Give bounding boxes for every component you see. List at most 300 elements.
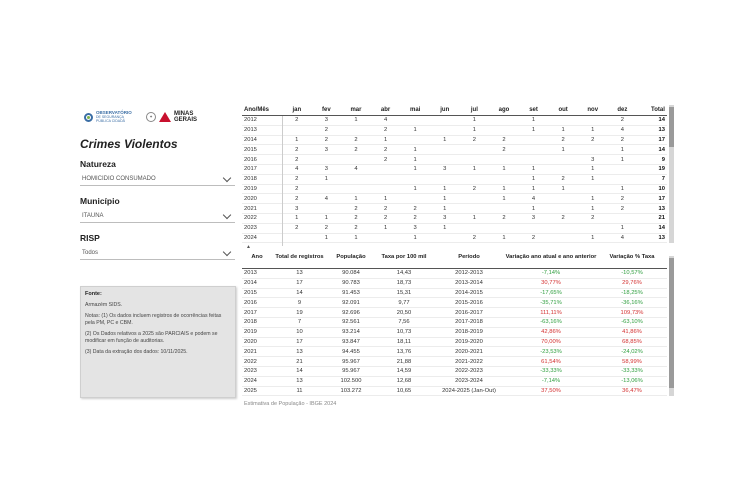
table-cell: 93.214 [342, 329, 360, 336]
matrix-cell: 1 [531, 205, 536, 212]
table-cell: 103.272 [340, 387, 362, 394]
matrix-cell: 4 [354, 166, 358, 173]
matrix-cell: 1 [472, 166, 476, 173]
matrix-cell: 1 [502, 166, 506, 173]
matrix-cell: 1 [561, 127, 565, 134]
matrix-cell: 1 [443, 195, 447, 202]
matrix-cell: 2 [620, 136, 624, 143]
matrix-cell: 17 [658, 195, 665, 202]
matrix-cell: 2014 [244, 136, 257, 143]
matrix-cell: 1 [413, 146, 417, 153]
municipio-dropdown[interactable] [80, 210, 235, 223]
matrix-cell: 4 [531, 195, 536, 202]
matrix-cell: 3 [324, 166, 328, 173]
risp-value: Todos [82, 250, 99, 256]
matrix-cell: 2 [324, 136, 328, 143]
matrix-cell: 2 [383, 127, 388, 134]
table-cell: 17 [296, 338, 303, 345]
table-cell: 2023 [244, 368, 257, 375]
matrix-column-header[interactable]: jul [470, 107, 478, 113]
table-cell: 11 [296, 387, 303, 394]
source-title: Fonte: [85, 291, 102, 297]
matrix-cell: 14 [658, 146, 665, 153]
matrix-cell: 3 [413, 225, 417, 232]
table-cell: -33,33% [540, 368, 562, 375]
matrix-column-header[interactable]: dez [617, 107, 628, 113]
matrix-cell: 1 [591, 127, 595, 134]
source-line: (3) Data da extração dos dados: 10/11/2025. [85, 349, 188, 355]
slicer-risp [80, 233, 235, 260]
matrix-cell: 2 [620, 117, 624, 124]
matrix-cell: 4 [324, 195, 328, 202]
matrix-cell: 2013 [244, 127, 257, 134]
table-column-header[interactable]: Período [458, 253, 480, 260]
matrix-cell: 2 [472, 136, 476, 143]
matrix-cell: 2019 [244, 185, 257, 192]
matrix-cell: 14 [658, 225, 665, 232]
matrix-cell: 3 [591, 156, 595, 163]
chevron-down-icon[interactable] [223, 210, 231, 218]
chevron-down-icon[interactable] [223, 247, 231, 255]
matrix-cell: 2015 [244, 146, 257, 153]
matrix-cell: 4 [383, 117, 388, 124]
matrix-cell: 3 [324, 146, 328, 153]
table-cell: 42,86% [541, 329, 561, 336]
table-cell: 21,88 [396, 358, 412, 365]
minas-gerais-logo [146, 111, 197, 123]
table-cell: 18,73 [396, 280, 412, 287]
matrix-cell: 2 [383, 156, 388, 163]
observatorio-logo [84, 111, 136, 123]
slicer-municipio-label: Município [80, 196, 120, 206]
matrix-cell: 2 [591, 215, 595, 222]
natureza-value: HOMICIDIO CONSUMADO [82, 176, 156, 182]
slicer-risp-label: RISP [80, 233, 100, 243]
table-cell: -24,02% [621, 348, 643, 355]
table-cell: 12,68 [396, 378, 412, 385]
matrix-cell: 1 [531, 117, 536, 124]
mg-line1: MINAS [174, 111, 194, 117]
table-cell: 95.967 [342, 368, 360, 375]
matrix-cell: 3 [324, 117, 328, 124]
table-cell: 94.455 [342, 348, 360, 355]
table-row [242, 357, 667, 367]
table-cell: 2017 [244, 309, 257, 316]
table-cell: 2015-2016 [455, 299, 483, 306]
matrix-cell: 9 [661, 156, 665, 163]
matrix-cell: 2018 [244, 176, 257, 183]
table-cell: 2020 [244, 338, 257, 345]
table-cell: 2012-2013 [455, 270, 483, 277]
matrix-column-header[interactable]: Total [651, 107, 665, 113]
matrix-cell: 2 [472, 234, 476, 241]
matrix-row [242, 165, 667, 175]
matrix-cell: 1 [620, 225, 624, 232]
table-row [242, 328, 667, 338]
table-cell: 2019 [244, 329, 257, 336]
slicer-natureza [80, 159, 235, 186]
matrix-cell: 4 [620, 234, 624, 241]
matrix-row [242, 155, 667, 165]
matrix-column-header[interactable]: ago [498, 107, 510, 113]
table-row [242, 289, 667, 299]
monthly-matrix [242, 105, 667, 243]
table-body [242, 269, 667, 396]
table-cell: 2018 [244, 319, 257, 326]
table-cell: -63,10% [621, 319, 643, 326]
chevron-down-icon[interactable] [223, 173, 231, 181]
table-cell: 2019-2020 [455, 338, 483, 345]
matrix-cell: 2 [502, 215, 506, 222]
matrix-cell: 14 [658, 117, 665, 124]
table-cell: 2022-2023 [455, 368, 483, 375]
matrix-cell: 2022 [244, 215, 257, 222]
matrix-cell: 1 [443, 136, 447, 143]
matrix-column-header[interactable]: abr [380, 107, 391, 113]
matrix-cell: 2 [561, 176, 565, 183]
table-cell: 19 [296, 309, 303, 316]
table-cell: 13 [296, 378, 303, 385]
table-cell: 21 [296, 358, 303, 365]
table-row [242, 367, 667, 377]
table-column-header[interactable]: População [336, 253, 366, 260]
matrix-cell: 1 [502, 234, 506, 241]
matrix-cell: 2 [472, 185, 476, 192]
table-cell: -36,16% [621, 299, 643, 306]
matrix-cell: 7 [661, 176, 665, 183]
table-cell: 2014 [244, 280, 257, 287]
table-row [242, 338, 667, 348]
table-cell: 14,59 [396, 368, 412, 375]
seal-icon: ✦ [146, 112, 156, 122]
matrix-cell: 2 [383, 215, 388, 222]
table-row [242, 298, 667, 308]
matrix-cell: 13 [658, 234, 665, 241]
table-cell: 2016 [244, 299, 257, 306]
table-cell: 2023-2024 [455, 378, 483, 385]
matrix-cell: 1 [443, 185, 447, 192]
triangle-icon [159, 112, 171, 122]
matrix-row [242, 175, 667, 185]
table-cell: 2024 [244, 378, 257, 385]
matrix-cell: 2 [295, 225, 299, 232]
matrix-cell: 1 [591, 205, 595, 212]
source-line: (2) Os Dados relativos a 2025 são PARCIAIS e podem se modificar em função de auditorias. [85, 331, 218, 344]
matrix-cell: 2 [413, 215, 417, 222]
matrix-cell: 2012 [244, 117, 257, 124]
matrix-row [242, 234, 667, 244]
matrix-column-header[interactable]: jun [440, 107, 450, 113]
table-cell: 2013-2014 [455, 280, 483, 287]
matrix-cell: 2 [354, 146, 358, 153]
natureza-dropdown[interactable] [80, 173, 235, 186]
matrix-cell: 2 [531, 234, 536, 241]
table-row [242, 387, 667, 397]
risp-dropdown[interactable] [80, 247, 235, 260]
table-row [242, 308, 667, 318]
table-cell: 14,43 [396, 270, 412, 277]
matrix-cell: 1 [324, 176, 328, 183]
matrix-cell: 1 [443, 225, 447, 232]
matrix-cell: 1 [354, 195, 358, 202]
table-scrollbar-thumb[interactable] [669, 258, 674, 388]
matrix-cell: 1 [620, 185, 624, 192]
table-cell: 2015 [244, 289, 257, 296]
table-cell: 2025 [244, 387, 257, 394]
matrix-row [242, 194, 667, 204]
matrix-cell: 3 [531, 215, 536, 222]
table-row [242, 347, 667, 357]
slicer-municipio [80, 196, 235, 223]
table-cell: -63,16% [540, 319, 562, 326]
matrix-cell: 1 [413, 156, 417, 163]
table-cell: 13 [296, 348, 303, 355]
matrix-cell: 17 [658, 136, 665, 143]
matrix-cell: 3 [295, 205, 299, 212]
table-row [242, 279, 667, 289]
matrix-cell: 1 [620, 146, 624, 153]
table-cell: 95.967 [342, 358, 360, 365]
table-cell: 92.561 [342, 319, 360, 326]
table-column-header[interactable]: Variação % Taxa [609, 253, 655, 260]
table-cell: 92.696 [342, 309, 360, 316]
matrix-scrollbar-thumb[interactable] [669, 107, 674, 147]
table-cell: -7,14% [541, 270, 561, 277]
matrix-row [242, 185, 667, 195]
matrix-cell: 19 [658, 166, 665, 173]
table-cell: 10,65 [396, 387, 412, 394]
matrix-column-header[interactable]: Ano/Mês [244, 107, 270, 113]
table-cell: -7,14% [541, 378, 561, 385]
table-cell: -33,33% [621, 368, 643, 375]
matrix-cell: 1 [295, 215, 299, 222]
matrix-cell: 1 [324, 215, 328, 222]
table-cell: 15,31 [396, 289, 412, 296]
matrix-header [242, 105, 667, 116]
matrix-cell: 2 [354, 215, 358, 222]
matrix-cell: 2 [413, 205, 417, 212]
matrix-cell: 2 [295, 146, 299, 153]
table-column-header[interactable]: Ano [251, 253, 263, 260]
table-cell: 20,50 [396, 309, 412, 316]
table-cell: 29,76% [622, 280, 642, 287]
matrix-cell: 2 [324, 127, 328, 134]
observatorio-title: OBSERVATÓRIO [96, 110, 132, 115]
source-line: Notas: (1) Os dados incluem registros de ocorrências feitas pela PM, PC e CBM. [85, 313, 222, 326]
table-column-header[interactable]: Variação ano atual e ano anterior [505, 253, 597, 260]
table-row [242, 269, 667, 279]
table-cell: 17 [296, 280, 303, 287]
table-cell: 10,73 [396, 329, 412, 336]
observatorio-subtitle: DE SEGURANÇA PÚBLICA CIDADÃ [96, 115, 125, 123]
matrix-cell: 1 [531, 176, 536, 183]
mg-line2: GERAIS [174, 117, 198, 123]
matrix-cell: 2 [295, 176, 299, 183]
matrix-cell: 2 [620, 205, 624, 212]
table-cell: 2021 [244, 348, 257, 355]
logos [84, 105, 235, 129]
table-cell: 18,11 [396, 338, 412, 345]
table-cell: 92.091 [342, 299, 360, 306]
table-row [242, 318, 667, 328]
matrix-cell: 1 [472, 127, 476, 134]
matrix-cell: 2 [383, 146, 388, 153]
matrix-cell: 1 [531, 185, 536, 192]
matrix-cell: 1 [413, 185, 417, 192]
table-cell: 109,73% [620, 309, 644, 316]
page-title: Crimes Violentos [80, 137, 178, 151]
table-column-header[interactable]: Taxa por 100 mil [381, 253, 427, 260]
matrix-body [242, 116, 667, 243]
table-cell: 90.084 [342, 270, 360, 277]
matrix-row [242, 204, 667, 214]
matrix-cell: 1 [472, 117, 476, 124]
population-footnote: Estimativa de População - IBGE 2024 [244, 401, 337, 407]
table-cell: 41,86% [622, 329, 642, 336]
table-cell: 37,50% [541, 387, 561, 394]
matrix-cell: 2 [295, 117, 299, 124]
matrix-cell: 1 [413, 127, 417, 134]
table-cell: 111,11% [540, 309, 562, 316]
matrix-column-header[interactable]: set [529, 107, 538, 113]
matrix-cell: 13 [658, 127, 665, 134]
table-cell: -17,65% [540, 289, 562, 296]
table-cell: 9 [297, 299, 302, 306]
table-cell: 2013 [244, 270, 257, 277]
matrix-cell: 1 [295, 136, 299, 143]
matrix-cell: 1 [443, 205, 447, 212]
table-cell: -23,53% [540, 348, 562, 355]
matrix-cell: 4 [295, 166, 299, 173]
matrix-cell: 1 [531, 166, 536, 173]
matrix-cell: 1 [324, 234, 328, 241]
table-column-header[interactable]: Total de registros [275, 253, 324, 260]
matrix-cell: 2 [354, 136, 358, 143]
table-cell: 61,54% [541, 358, 561, 365]
matrix-cell: 3 [443, 166, 447, 173]
matrix-row [242, 214, 667, 224]
matrix-column-header[interactable]: nov [587, 107, 599, 113]
table-cell: 102.500 [340, 378, 362, 385]
matrix-cell: 3 [443, 215, 447, 222]
matrix-cell: 2 [295, 156, 299, 163]
matrix-cell: 2 [295, 185, 299, 192]
matrix-cell: 2 [591, 136, 595, 143]
matrix-cell: 1 [413, 234, 417, 241]
matrix-cell: 2021 [244, 205, 257, 212]
slicer-natureza-label: Natureza [80, 159, 116, 169]
table-cell: 13 [296, 270, 303, 277]
matrix-cell: 2023 [244, 225, 257, 232]
table-row [242, 377, 667, 387]
table-cell: 2024-2025 (Jan-Out) [442, 387, 496, 394]
matrix-cell: 1 [472, 215, 476, 222]
matrix-cell: 1 [383, 225, 388, 232]
table-cell: 9,77 [398, 299, 410, 306]
table-cell: 2020-2021 [455, 348, 483, 355]
table-cell: -18,25% [621, 289, 643, 296]
matrix-divider [282, 116, 283, 246]
matrix-cell: 1 [561, 185, 565, 192]
matrix-cell: 1 [354, 234, 358, 241]
table-header [242, 246, 667, 269]
matrix-cell: 1 [413, 166, 417, 173]
matrix-cell: 4 [620, 127, 624, 134]
matrix-column-header[interactable]: mai [410, 107, 421, 113]
matrix-column-header[interactable]: jan [292, 107, 302, 113]
matrix-row [242, 136, 667, 146]
table-cell: -35,71% [540, 299, 562, 306]
matrix-cell: 2 [561, 215, 565, 222]
matrix-column-header[interactable]: fev [322, 107, 331, 113]
sort-ascending-icon[interactable]: ▲ [246, 244, 251, 250]
table-cell: 2016-2017 [455, 309, 483, 316]
table-cell: 2014-2015 [455, 289, 483, 296]
matrix-cell: 1 [591, 166, 595, 173]
table-cell: 70,00% [541, 338, 561, 345]
matrix-cell: 1 [383, 195, 388, 202]
matrix-cell: 1 [354, 117, 358, 124]
matrix-column-header[interactable]: out [558, 107, 568, 113]
matrix-cell: 2 [561, 136, 565, 143]
source-line: Armazém SIDS. [85, 302, 123, 308]
table-cell: 2018-2019 [455, 329, 483, 336]
table-cell: 2022 [244, 358, 257, 365]
table-cell: 14 [296, 368, 303, 375]
matrix-cell: 1 [591, 234, 595, 241]
table-cell: 7,56 [398, 319, 410, 326]
table-cell: 13,76 [396, 348, 412, 355]
matrix-cell: 1 [531, 127, 536, 134]
table-cell: -10,57% [621, 270, 643, 277]
table-cell: 36,47% [622, 387, 642, 394]
matrix-cell: 2016 [244, 156, 257, 163]
table-cell: 90.783 [342, 280, 360, 287]
matrix-cell: 2 [620, 195, 624, 202]
matrix-cell: 1 [502, 195, 506, 202]
matrix-cell: 2 [383, 205, 388, 212]
matrix-cell: 2 [324, 225, 328, 232]
matrix-cell: 2 [502, 146, 506, 153]
matrix-cell: 1 [591, 195, 595, 202]
observatorio-globe-icon [84, 113, 93, 122]
matrix-cell: 10 [658, 185, 665, 192]
matrix-column-header[interactable]: mar [350, 107, 362, 113]
matrix-cell: 1 [502, 185, 506, 192]
matrix-row [242, 116, 667, 126]
table-cell: -13,06% [621, 378, 643, 385]
matrix-cell: 2017 [244, 166, 257, 173]
matrix-cell: 2 [502, 136, 506, 143]
table-cell: 58,99% [622, 358, 642, 365]
matrix-cell: 1 [591, 176, 595, 183]
municipio-value: ITAUNA [82, 213, 104, 219]
matrix-cell: 21 [658, 215, 665, 222]
matrix-row [242, 224, 667, 234]
matrix-cell: 13 [658, 205, 665, 212]
table-cell: 2017-2018 [455, 319, 483, 326]
matrix-row [242, 145, 667, 155]
annual-table [242, 246, 667, 396]
matrix-cell: 1 [620, 156, 624, 163]
matrix-cell: 2020 [244, 195, 257, 202]
filter-panel [80, 105, 235, 260]
table-cell: 93.847 [342, 338, 360, 345]
matrix-cell: 2 [295, 195, 299, 202]
matrix-cell: 2024 [244, 234, 257, 241]
matrix-row [242, 126, 667, 136]
matrix-cell: 1 [561, 146, 565, 153]
